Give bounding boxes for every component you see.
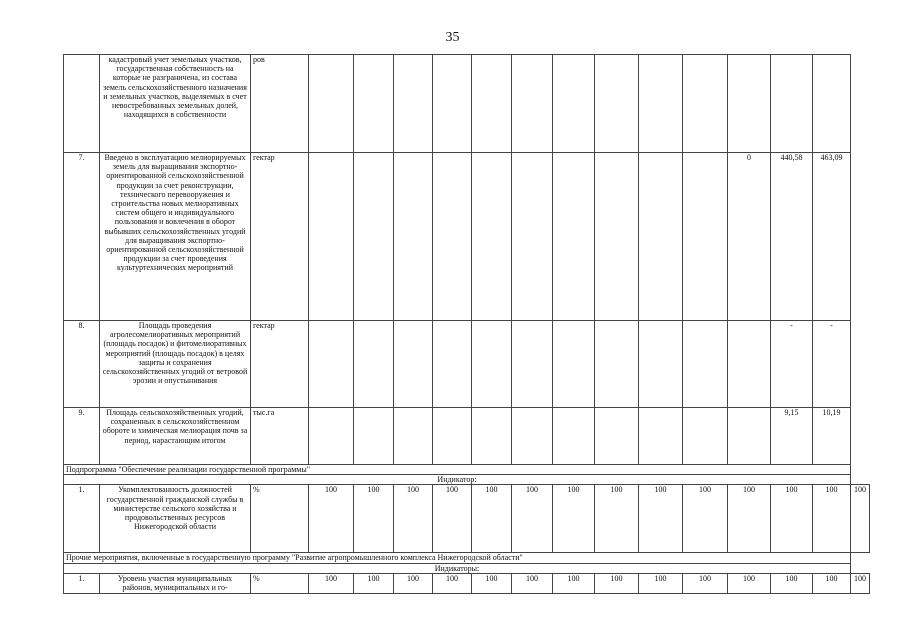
unit-cell: % xyxy=(251,485,309,553)
value-cell xyxy=(595,55,639,153)
row-number: 8. xyxy=(64,321,100,408)
value-cell xyxy=(639,408,683,465)
indicators-label-row xyxy=(64,563,870,573)
value-cell: 100 xyxy=(309,573,354,593)
value-cell xyxy=(728,321,771,408)
other-measures-header-row xyxy=(64,553,870,563)
value-cell xyxy=(309,321,354,408)
row-number: 1. xyxy=(64,573,100,593)
value-cell xyxy=(433,55,472,153)
value-cell: 9,15 xyxy=(771,408,813,465)
value-cell: 100 xyxy=(394,485,433,553)
value-cell xyxy=(595,408,639,465)
unit-cell: гектар xyxy=(251,153,309,321)
value-cell: 100 xyxy=(639,485,683,553)
indicator-name: кадастровый учет земельных участков, государственная собственность на которые не разграничена, из состава земель сельскохозяйственного назначения и земельных участков, выделяемых в счет невостребованных земельных долей, находящихся в собственности xyxy=(100,55,251,153)
value-cell: 100 xyxy=(813,573,851,593)
value-cell: 100 xyxy=(813,485,851,553)
value-cell xyxy=(309,55,354,153)
subprogram-header-row xyxy=(64,465,870,475)
table-row xyxy=(64,485,870,553)
value-cell: 100 xyxy=(728,573,771,593)
value-cell xyxy=(813,55,851,153)
value-cell: 100 xyxy=(433,573,472,593)
value-cell: 100 xyxy=(433,485,472,553)
value-cell: 100 xyxy=(595,485,639,553)
value-cell: 100 xyxy=(354,485,394,553)
row-number xyxy=(64,55,100,153)
value-cell xyxy=(553,408,595,465)
indicators-label: Индикаторы: xyxy=(64,563,851,573)
value-cell: 100 xyxy=(553,573,595,593)
value-cell: 100 xyxy=(553,485,595,553)
value-cell xyxy=(394,55,433,153)
value-cell xyxy=(394,321,433,408)
value-cell xyxy=(639,153,683,321)
value-cell: 100 xyxy=(639,573,683,593)
value-cell: 0 xyxy=(728,153,771,321)
indicator-label: Индикатор: xyxy=(64,475,851,485)
value-cell xyxy=(433,408,472,465)
value-cell: 100 xyxy=(683,573,728,593)
value-cell: 100 xyxy=(512,573,553,593)
table-row xyxy=(64,321,870,408)
subprogram-title: Подпрограмма "Обеспечение реализации государственной программы" xyxy=(64,465,851,475)
value-cell xyxy=(512,55,553,153)
value-cell xyxy=(512,321,553,408)
value-cell: 100 xyxy=(394,573,433,593)
value-cell: 100 xyxy=(354,573,394,593)
value-cell: 100 xyxy=(595,573,639,593)
value-cell: 100 xyxy=(851,485,870,553)
value-cell xyxy=(595,321,639,408)
value-cell: 100 xyxy=(771,485,813,553)
indicator-label-row xyxy=(64,475,870,485)
value-cell xyxy=(683,153,728,321)
value-cell xyxy=(433,153,472,321)
value-cell xyxy=(394,153,433,321)
value-cell: 10,19 xyxy=(813,408,851,465)
value-cell xyxy=(512,408,553,465)
value-cell: 463,09 xyxy=(813,153,851,321)
table-row xyxy=(64,55,870,153)
value-cell xyxy=(639,321,683,408)
value-cell xyxy=(309,153,354,321)
value-cell xyxy=(683,408,728,465)
indicator-name: Укомплектованность должностей государственной гражданской службы в министерстве сельского хозяйства и продовольственных ресурсов Нижегородской области xyxy=(100,485,251,553)
unit-cell: ров xyxy=(251,55,309,153)
value-cell xyxy=(309,408,354,465)
indicator-name: Уровень участия муниципальных районов, муниципальных и го- xyxy=(100,573,251,593)
value-cell: 100 xyxy=(512,485,553,553)
row-number: 7. xyxy=(64,153,100,321)
unit-cell: тыс.га xyxy=(251,408,309,465)
value-cell: - xyxy=(771,321,813,408)
row-number: 1. xyxy=(64,485,100,553)
value-cell xyxy=(639,55,683,153)
value-cell: 100 xyxy=(309,485,354,553)
value-cell xyxy=(512,153,553,321)
value-cell xyxy=(595,153,639,321)
value-cell xyxy=(433,321,472,408)
value-cell: 100 xyxy=(472,573,512,593)
table-row xyxy=(64,153,870,321)
value-cell xyxy=(728,55,771,153)
value-cell xyxy=(472,408,512,465)
row-number: 9. xyxy=(64,408,100,465)
unit-cell: % xyxy=(251,573,309,593)
value-cell: - xyxy=(813,321,851,408)
value-cell xyxy=(771,55,813,153)
value-cell xyxy=(354,153,394,321)
table-row xyxy=(64,408,870,465)
indicator-name: Введено в эксплуатацию мелиорируемых земель для выращивания экспортно- ориентированной сельскохозяйственной продукции за счет реконструкции, технического перевооружения и строительства новых мелиоративных систем общего и индивидуального пользования и вовлечения в оборот выбывших сельскохозяйственных угодий для выращивания экспортно-ориентированной сельскохозяйственной продукции за счет проведения культуртехнических мероприятий xyxy=(100,153,251,321)
value-cell: 100 xyxy=(771,573,813,593)
table-row xyxy=(64,573,870,593)
value-cell xyxy=(354,408,394,465)
value-cell: 440,58 xyxy=(771,153,813,321)
other-measures-title: Прочие мероприятия, включенные в государственную программу "Развитие агропромышленного комплекса Нижегородской области" xyxy=(64,553,851,563)
unit-cell: гектар xyxy=(251,321,309,408)
value-cell xyxy=(553,321,595,408)
value-cell xyxy=(472,153,512,321)
indicator-name: Площадь сельскохозяйственных угодий, сохраненных в сельскохозяйственном обороте и химическая мелиорация почв за период, нарастающим итогом xyxy=(100,408,251,465)
value-cell: 100 xyxy=(472,485,512,553)
value-cell: 100 xyxy=(851,573,870,593)
value-cell xyxy=(354,55,394,153)
value-cell xyxy=(728,408,771,465)
indicators-table xyxy=(63,54,870,594)
value-cell xyxy=(472,321,512,408)
value-cell: 100 xyxy=(728,485,771,553)
value-cell xyxy=(553,55,595,153)
value-cell xyxy=(354,321,394,408)
value-cell xyxy=(683,321,728,408)
value-cell xyxy=(394,408,433,465)
value-cell xyxy=(683,55,728,153)
value-cell xyxy=(472,55,512,153)
value-cell xyxy=(553,153,595,321)
indicator-name: Площадь проведения агролесомелиоративных мероприятий (площадь посадок) и фитомелиоративных мероприятий (площадь посадок) в целях защиты и сохранения сельскохозяйственных угодий от ветровой эрозии и опустынивания xyxy=(100,321,251,408)
value-cell: 100 xyxy=(683,485,728,553)
page-number: 35 xyxy=(445,30,460,45)
